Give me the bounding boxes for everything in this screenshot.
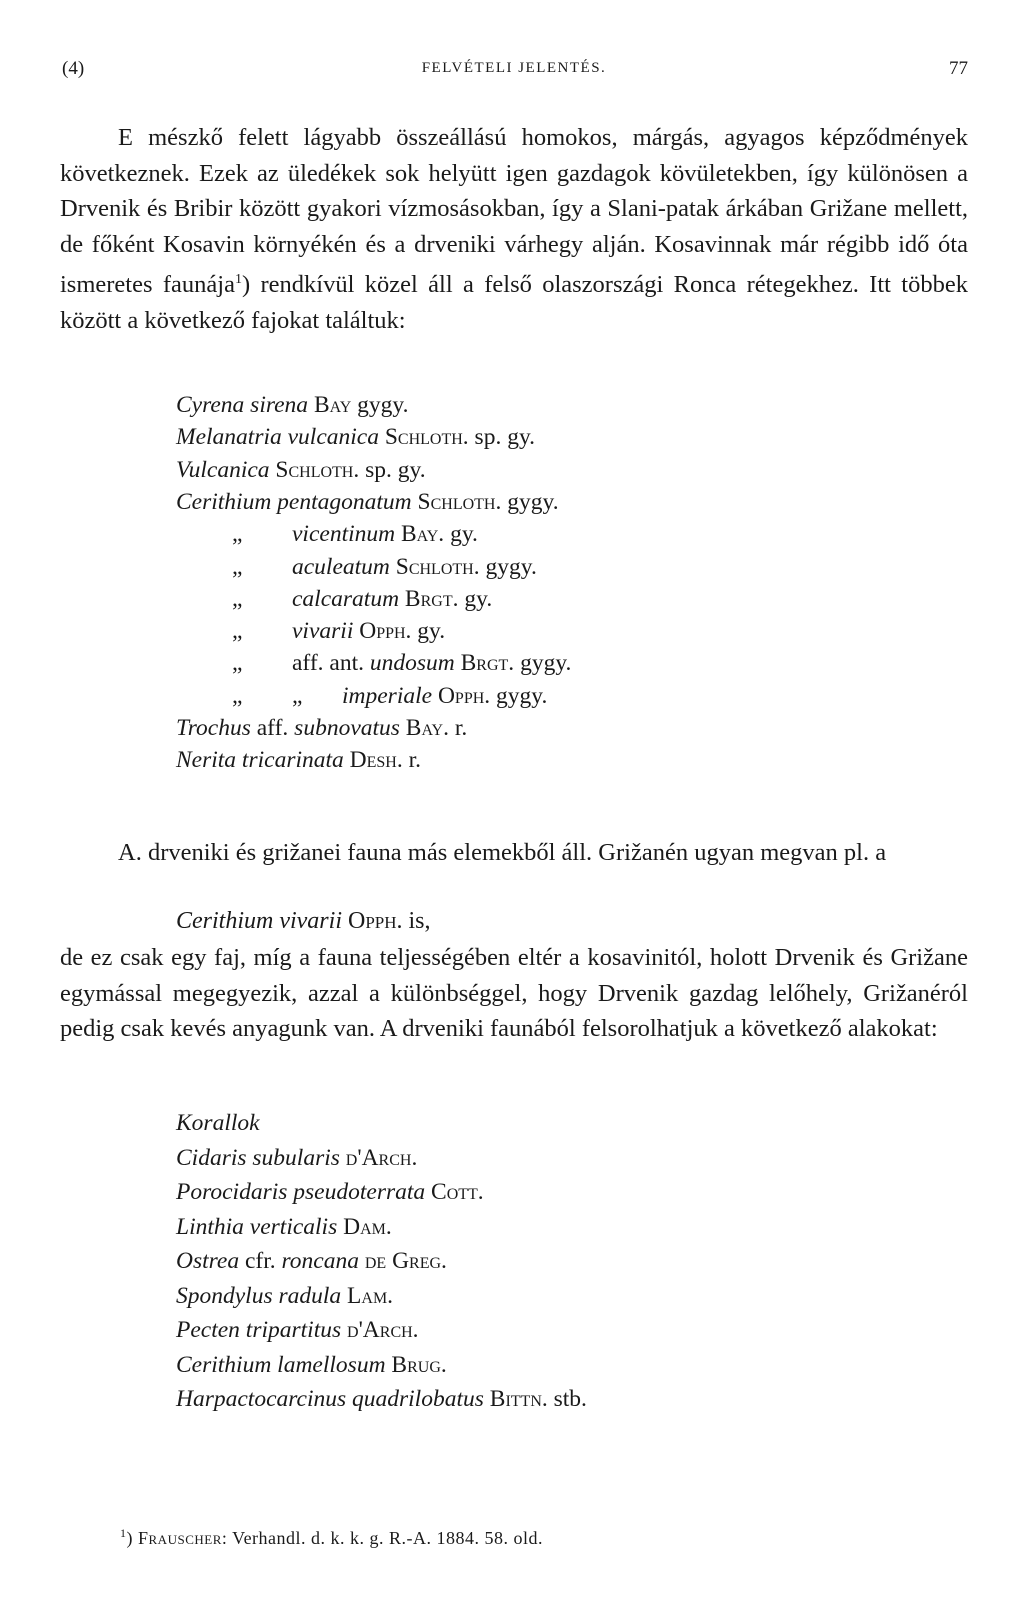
centered-species-note: is, bbox=[408, 908, 431, 934]
list-item bbox=[176, 618, 445, 645]
species-name: Cidaris subularis bbox=[176, 1144, 340, 1171]
species-note: gy. bbox=[450, 521, 478, 548]
species-note: gygy. bbox=[496, 682, 548, 709]
species-name: aculeatum bbox=[292, 553, 390, 580]
list-item bbox=[176, 683, 547, 710]
species-note: r. bbox=[408, 747, 422, 774]
species-name: Spondylus radula bbox=[176, 1282, 342, 1309]
species-author: Brgt. bbox=[404, 585, 459, 612]
species-name: undosum bbox=[369, 650, 455, 677]
species-name: Ostrea bbox=[176, 1248, 240, 1274]
ditto-mark: „ bbox=[232, 521, 243, 548]
footnote-author: Frauscher: bbox=[138, 1528, 228, 1548]
species-name: Pecten tripartitus bbox=[176, 1317, 342, 1343]
species-author: Cott. bbox=[431, 1179, 484, 1205]
species-name: vicentinum bbox=[292, 521, 396, 548]
list-item bbox=[176, 715, 467, 742]
species-author: Schloth. bbox=[417, 488, 502, 515]
paragraph-1-text: E mészkő felett lágyabb összeállású homokos, márgás, agyagos képződmények következnek. Ezek az üledékek sok helyütt igen gazdagok kövületekben, így különösen a Drvenik és Bribir között gyakori vízmosásokban, így a Slani-patak árkában Grižane mellett, de főként Kosavin környékén és a drveniki várhegy alján. Kosavinnak már régibb idő óta ismeretes faunája bbox=[60, 124, 968, 299]
species-author: Brgt. bbox=[460, 650, 515, 677]
species-author: Opph. bbox=[359, 618, 412, 645]
species-note: r. bbox=[454, 715, 468, 741]
list-item bbox=[176, 554, 537, 581]
species-author: Opph. bbox=[437, 682, 491, 709]
species-author: Dam. bbox=[343, 1213, 392, 1240]
species-author: Bay. bbox=[400, 521, 445, 548]
list-item bbox=[176, 1352, 447, 1379]
species-author: d'Arch. bbox=[345, 1144, 418, 1171]
ditto-mark: „ bbox=[232, 650, 243, 677]
list-item bbox=[176, 1317, 419, 1344]
species-name: roncana bbox=[281, 1248, 359, 1274]
footnote: $^1$) Frauscher: Verhandl. d. k. k. g. R.-A. 1884. 58. old. bbox=[120, 1526, 544, 1548]
footnote-mark: 1 bbox=[120, 1526, 127, 1540]
species-author: Lam. bbox=[347, 1282, 394, 1309]
species-author: Bittn. bbox=[489, 1386, 548, 1412]
list-item bbox=[176, 457, 426, 484]
running-title: FELVÉTELI JELENTÉS. bbox=[421, 60, 607, 76]
species-note: gy. bbox=[464, 585, 493, 612]
page-number: 77 bbox=[949, 58, 968, 79]
paragraph-3 bbox=[60, 940, 968, 1047]
footnote-ref: 1 bbox=[234, 272, 242, 288]
list-item bbox=[176, 1386, 587, 1413]
ditto-mark: „ bbox=[232, 618, 243, 645]
species-author: Schloth. bbox=[395, 553, 480, 580]
list-item bbox=[176, 747, 421, 774]
species-name: Cyrena sirena bbox=[176, 392, 309, 418]
centered-species-author: Opph. bbox=[347, 908, 403, 934]
species-note: gy. bbox=[417, 618, 446, 645]
list-item bbox=[176, 1145, 417, 1172]
ditto-mark: „ bbox=[232, 585, 243, 612]
species-name: Linthia verticalis bbox=[176, 1213, 338, 1240]
species-name: calcaratum bbox=[292, 585, 400, 612]
species-name: Trochus bbox=[176, 715, 251, 741]
footnote-text: Verhandl. d. k. k. g. R.-A. 1884. 58. old. bbox=[232, 1528, 544, 1548]
species-name: subnovatus bbox=[294, 715, 400, 741]
list-item bbox=[176, 1248, 447, 1275]
centered-species bbox=[176, 908, 431, 935]
species-qualifier: aff. bbox=[256, 715, 289, 741]
ditto-mark: „ bbox=[232, 682, 243, 709]
list-item bbox=[176, 650, 571, 677]
ditto-mark: „ bbox=[232, 553, 243, 580]
species-author: d'Arch. bbox=[347, 1317, 419, 1343]
list-item bbox=[176, 1179, 484, 1206]
species-note: stb. bbox=[553, 1386, 587, 1412]
species-author: Desh. bbox=[349, 747, 403, 774]
list-item bbox=[176, 392, 409, 419]
species-name: Harpactocarcinus quadrilobatus bbox=[176, 1386, 484, 1412]
ditto-mark: „ bbox=[292, 682, 303, 709]
centered-species-name: Cerithium vivarii bbox=[176, 908, 342, 934]
paragraph-1 bbox=[60, 120, 968, 339]
species-author: Brug. bbox=[391, 1351, 447, 1378]
species-name: Korallok bbox=[176, 1110, 260, 1136]
species-note: gygy. bbox=[357, 392, 409, 418]
list-item bbox=[176, 1214, 392, 1241]
species-author: Bay. bbox=[405, 715, 449, 741]
species-author: Schloth. bbox=[384, 424, 469, 451]
species-qualifier: aff. ant. bbox=[292, 650, 364, 677]
species-note: gygy. bbox=[485, 553, 537, 580]
list-item bbox=[176, 1110, 260, 1137]
species-name: Porocidaris pseudoterrata bbox=[176, 1179, 426, 1205]
species-author: Bay bbox=[313, 392, 352, 418]
species-name: Cerithium pentagonatum bbox=[176, 488, 412, 515]
paragraph-3-text: de ez csak egy faj, míg a fauna teljességében eltér a kosavinitól, holott Drvenik és Grižane egymással megegyezik, azzal a különbséggel, hogy Drvenik gazdag lelőhely, Grižanéról pedig csak kevés anyagunk van. A drveniki faunából felsorolhatjuk a következő alakokat: bbox=[60, 944, 968, 1043]
species-name: Vulcanica bbox=[176, 456, 270, 483]
species-name: Cerithium lamellosum bbox=[176, 1351, 386, 1378]
species-name: Melanatria vulcanica bbox=[176, 424, 379, 451]
species-qualifier: cfr. bbox=[244, 1248, 276, 1274]
species-author: de Greg. bbox=[364, 1248, 447, 1274]
species-note: gygy. bbox=[520, 650, 572, 677]
page-header bbox=[60, 58, 968, 88]
list-item bbox=[176, 489, 559, 516]
list-item bbox=[176, 424, 535, 451]
species-note: sp. gy. bbox=[474, 424, 536, 451]
paragraph-1-end: ) rendkívül közel áll a felső olaszországi Ronca rétegekhez. Itt többek között a következő fajokat találtuk: bbox=[60, 271, 968, 335]
paragraph-2 bbox=[60, 835, 968, 871]
paragraph-2-text: A. drveniki és grižanei fauna más elemekből áll. Grižanén ugyan megvan pl. a bbox=[118, 839, 887, 866]
list-item bbox=[176, 1283, 393, 1310]
species-note: sp. gy. bbox=[365, 456, 426, 483]
species-name: Nerita tricarinata bbox=[176, 747, 344, 774]
section-number: (4) bbox=[62, 58, 85, 79]
list-item bbox=[176, 521, 478, 548]
species-name: imperiale bbox=[342, 682, 433, 709]
species-note: gygy. bbox=[507, 488, 559, 515]
species-name: vivarii bbox=[292, 618, 354, 645]
species-author: Schloth. bbox=[275, 456, 360, 483]
list-item bbox=[176, 586, 492, 613]
